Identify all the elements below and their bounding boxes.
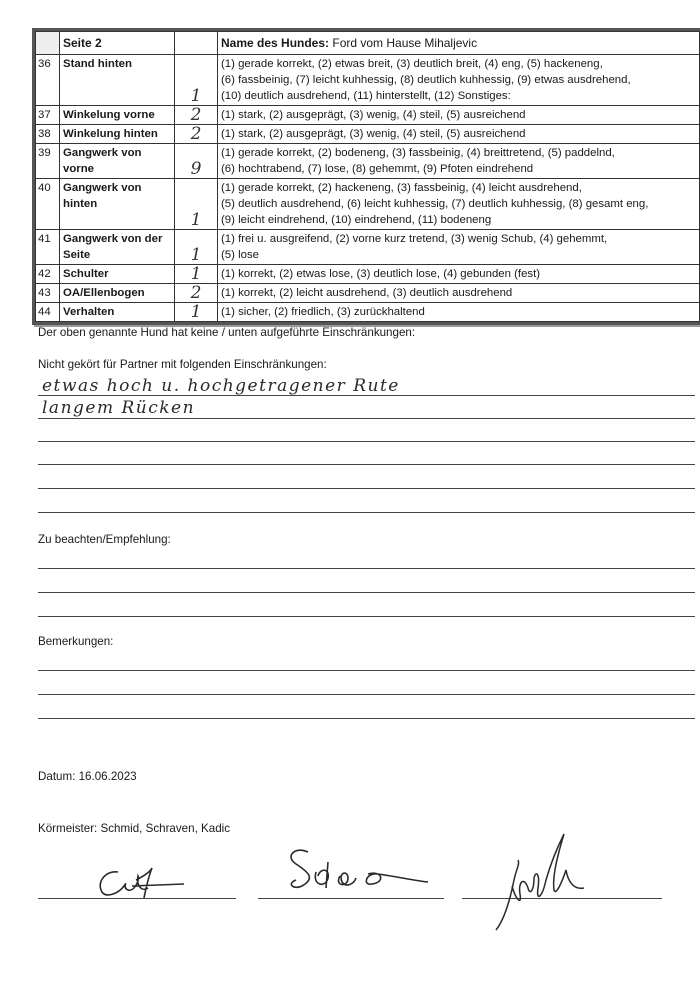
handwritten-score: 1 [175,55,218,106]
table-row [36,179,700,230]
evaluation-table [35,31,700,322]
row-number: 42 [36,265,60,284]
row-options [218,303,700,322]
table-row [36,144,700,179]
table-row [36,303,700,322]
writing-line [38,694,695,695]
row-options [218,284,700,303]
option-line: (6) hochtrabend, (7) lose, (8) gehemmt, (9) Pfoten eindrehend [221,163,534,175]
writing-line [38,464,695,465]
handwritten-score: 2 [175,284,218,303]
option-line: (1) gerade korrekt, (2) hackeneng, (3) fassbeinig, (4) leicht ausdrehend, [221,182,582,194]
row-label: Verhalten [60,303,175,322]
option-line: (6) fassbeinig, (7) leicht kuhhessig, (8) deutlich kuhhessig, (9) etwas ausdrehend, [221,74,631,86]
option-line: (1) sicher, (2) friedlich, (3) zurückhaltend [221,306,425,318]
writing-line [38,568,695,569]
option-line: (1) stark, (2) ausgeprägt, (3) wenig, (4) steil, (5) ausreichend [221,128,526,140]
writing-line [38,670,695,671]
row-label: Winkelung hinten [60,125,175,144]
not-approved-label: Nicht gekört für Partner mit folgenden Einschränkungen: [38,358,327,371]
row-options [218,265,700,284]
row-options [218,106,700,125]
table-row [36,230,700,265]
option-line: (5) deutlich ausdrehend, (6) leicht kuhhessig, (7) deutlich kuhhessig, (8) gesamt eng, [221,198,649,210]
row-options [218,179,700,230]
dog-name-value: Ford vom Hause Mihaljevic [332,36,478,50]
row-label: Gangwerk von der Seite [60,230,175,265]
handwritten-restriction-1: etwas hoch u. hochgetragener Rute [42,376,400,396]
handwritten-score: 9 [175,144,218,179]
row-options [218,55,700,106]
row-options [218,144,700,179]
row-label: OA/Ellenbogen [60,284,175,303]
row-label: Schulter [60,265,175,284]
option-line: (1) stark, (2) ausgeprägt, (3) wenig, (4) steil, (5) ausreichend [221,109,526,121]
row-number: 38 [36,125,60,144]
row-options [218,125,700,144]
row-number: 40 [36,179,60,230]
writing-line [38,441,695,442]
writing-line [38,512,695,513]
option-line: (1) korrekt, (2) leicht ausdrehend, (3) deutlich ausdrehend [221,287,513,299]
table-header-row [36,32,700,55]
writing-line [38,616,695,617]
option-line: (1) gerade korrekt, (2) bodeneng, (3) fassbeinig, (4) breittretend, (5) paddelnd, [221,147,615,159]
judges-line: Körmeister: Schmid, Schraven, Kadic [38,822,231,835]
writing-line [38,395,695,396]
signature-image-1 [88,858,188,902]
row-number: 36 [36,55,60,106]
row-number: 39 [36,144,60,179]
writing-line [38,718,695,719]
notes-label: Zu beachten/Empfehlung: [38,533,171,546]
table-row [36,55,700,106]
handwritten-score: 1 [175,179,218,230]
restrictions-statement: Der oben genannte Hund hat keine / unten aufgeführte Einschränkungen: [38,326,416,339]
date-line: Datum: 16.06.2023 [38,770,137,783]
handwritten-score: 1 [175,303,218,322]
remarks-label: Bemerkungen: [38,635,114,648]
handwritten-restriction-2: langem Rücken [42,398,196,418]
table-row [36,125,700,144]
signature-image-3 [494,830,604,936]
option-line: (9) leicht eindrehend, (10) eindrehend, (11) bodeneng [221,214,492,226]
row-number: 37 [36,106,60,125]
row-label: Stand hinten [60,55,175,106]
option-line: (5) lose [221,249,259,261]
dog-name-label: Name des Hundes: [221,36,330,50]
handwritten-score: 1 [175,265,218,284]
row-label: Winkelung vorne [60,106,175,125]
table-row [36,265,700,284]
writing-line [38,418,695,419]
table-row [36,284,700,303]
header-number-cell [36,32,60,55]
section-label: Seite 2 [60,32,175,55]
row-label: Gangwerk von hinten [60,179,175,230]
writing-line [38,488,695,489]
handwritten-score: 2 [175,106,218,125]
handwritten-score: 2 [175,125,218,144]
handwritten-score: 1 [175,230,218,265]
row-number: 41 [36,230,60,265]
option-line: (1) korrekt, (2) etwas lose, (3) deutlich lose, (4) gebunden (fest) [221,268,541,280]
dog-name-cell [218,32,700,55]
option-line: (1) frei u. ausgreifend, (2) vorne kurz tretend, (3) wenig Schub, (4) gehemmt, [221,233,608,245]
evaluation-table-frame [32,28,700,325]
option-line: (1) gerade korrekt, (2) etwas breit, (3) deutlich breit, (4) eng, (5) hackeneng, [221,58,603,70]
row-options [218,230,700,265]
row-number: 43 [36,284,60,303]
row-number: 44 [36,303,60,322]
header-value-cell [175,32,218,55]
option-line: (10) deutlich ausdrehend, (11) hinterstellt, (12) Sonstiges: [221,90,511,102]
evaluation-rows [36,55,700,322]
table-row [36,106,700,125]
row-label: Gangwerk von vorne [60,144,175,179]
writing-line [38,592,695,593]
signature-image-2 [282,842,432,902]
